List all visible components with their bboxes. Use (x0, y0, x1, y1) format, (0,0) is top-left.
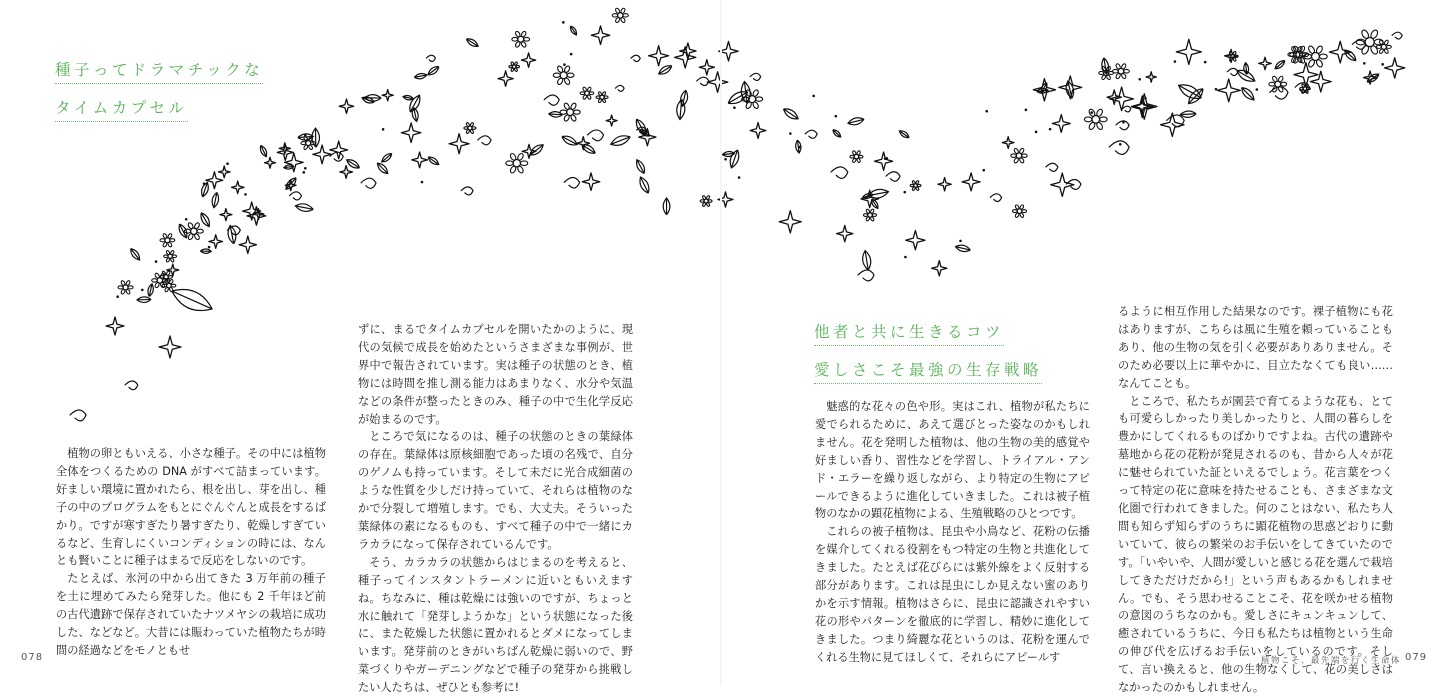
left-column-1 (56, 445, 326, 660)
right-column-1 (815, 398, 1090, 667)
right-heading-line-2: 愛しさこそ最強の生存戦略 (814, 358, 1042, 384)
right-page (721, 0, 1442, 695)
paragraph: これらの被子植物は、昆虫や小鳥など、花粉の伝播を媒介してくれる役割をもつ特定の生物と共進化してきました。たとえば花びらには紫外線をよく反射する部分があります。これは昆虫にしか見えない蜜のありかを示す情報。植物はさらに、昆虫に認識されやすい花の形やパターンを徹底的に学習し、精妙に進化してきました。つまり綺麗な花というのは、花粉を運んでくれる生物に見てほしくて、それらにアピールす (815, 525, 1090, 664)
left-column-2 (358, 321, 633, 697)
left-heading-line-2: タイムカプセル (55, 96, 188, 122)
page-number-right: 079 (1405, 652, 1428, 663)
left-page (0, 0, 721, 695)
running-head: 植物こそ、最先端を行く生命体 (1261, 656, 1401, 666)
right-heading (814, 320, 1042, 384)
paragraph: たとえば、氷河の中から出てきた 3 万年前の種子を土に埋めてみたら発芽した。他にも 2 千年ほど前の古代遺跡で保存されていたナツメヤシの栽培に成功した、などなど。大昔には賑わっていた植物たちが時間の経過などをモノともせ (56, 572, 326, 657)
paragraph: ところで気になるのは、種子の状態のときの葉緑体の存在。葉緑体は原核細胞であった頃の名残で、自分のゲノムも持っています。そして未だに光合成細菌のような性質を少しだけ持っていて、それらは植物のなかで分裂して増殖します。でも、大丈夫。そういった葉緑体の素になるものも、すべて種子の中で一緒にカラカラになって保存されているんです。 (358, 430, 633, 551)
right-column-2 (1118, 303, 1393, 697)
paragraph: そう、カラカラの状態からはじまるのを考えると、種子ってインスタントラーメンに近いともいえますね。ちなみに、種は乾燥には強いのですが、ちょっと水に触れて「発芽しようかな」という状態になった後に、また乾燥した状態に置かれるとダメになってしまいます。発芽前のときがいちばん乾燥に弱いので、野菜づくりやガーデニングなどで種子の発芽から挑戦したい人たちは、ぜひとも参考に! (358, 555, 633, 695)
right-heading-line-1: 他者と共に生きるコツ (814, 320, 1004, 346)
page-number-left: 078 (21, 652, 44, 663)
paragraph: 魅惑的な花々の色や形。実はこれ、植物が私たちに愛でられるために、あえて選びとった姿なのかもしれません。花を発明した植物は、他の生物の美的感覚や好ましい香り、習性などを学習し、トライアル・アンド・エラーを繰り返しながら、より特定の生物にアピールできるように進化していきました。これは被子植物のなかの顕花植物による、生殖戦略のひとつです。 (815, 400, 1090, 521)
left-heading (55, 58, 263, 122)
paragraph: 植物の卵ともいえる、小さな種子。その中には植物全体をつくるための DNA がすべて詰まっています。好ましい環境に置かれたら、根を出し、芽を出し、種子の中のプログラムをもとにぐんぐんと成長をするばかり。ですが寒すぎたり暑すぎたり、乾燥しすぎているなど、生育しにくいコンディションの時には、なんとも賢いことに種子はまるで反応をしないのです。 (56, 447, 326, 568)
paragraph: ところで、私たちが園芸で育てるような花も、とても可愛らしかったり美しかったりと、人間の暮らしを豊かにしてくれるものばかりですよね。古代の遺跡や墓地から花の花粉が発見されるのも、昔から人々が花に魅せられていた証といえるでしょう。花言葉をつくって特定の花に意味を持たせることも、さまざまな文化圏で行われてきました。何のことはない、私たち人間も知らず知らずのうちに顕花植物の思惑どおりに動いていて、彼らの繁栄のお手伝いをしてきていたのです。「いやいや、人間が愛しいと感じる花を選んで栽培してきただけだから!」という声もあるかもしれません。でも、そう思わせることこそ、花を咲かせる植物の意図のうちなのかも。愛しさにキュンキュンして、癒されているうちに、今日も私たちは植物という生命の伸び代を広げるお手伝いをしているのです。そして、言い換えると、他の生物なくして、花の美しさはなかったのかもしれません。 (1118, 394, 1393, 695)
paragraph: るように相互作用した結果なのです。裸子植物にも花はありますが、こちらは風に生殖を頼っていることもあり、他の生物の気を引く必要がありありません。そのため必要以上に華やかに、目立たなくても良い……なんてことも。 (1118, 305, 1393, 390)
paragraph: ずに、まるでタイムカプセルを開いたかのように、現代の気候で成長を始めたというさまざまな事例が、世界中で報告されています。実は種子の状態のとき、植物には時間を推し測る能力はあまりなく、水分や気温などの条件が整ったときのみ、種子の中で生化学反応が始まるのです。 (358, 323, 633, 426)
left-heading-line-1: 種子ってドラマチックな (55, 58, 263, 84)
